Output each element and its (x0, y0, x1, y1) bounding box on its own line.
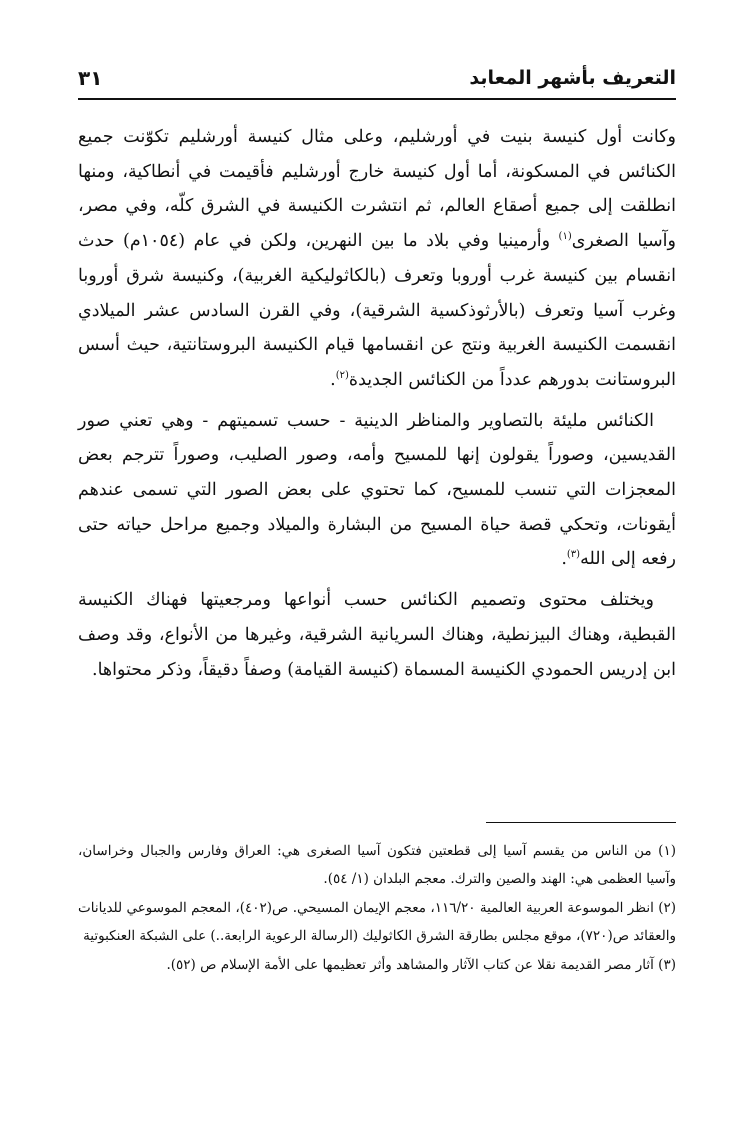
page-header (78, 58, 676, 100)
paragraph-text: وأرمينيا وفي بلاد ما بين النهرين، ولكن في عام (١٠٥٤م) حدث انقسام بين كنيسة غرب أوروبا وتعرف (بالكاثوليكية الغربية)، وكنيسة شرق أوروبا وغرب آسيا وتعرف (بالأرثوذكسية الشرقية)، وفي القرن السادس عشر الميلادي انقسمت الكنيسة الغربية ونتج عن انقسامها قيام الكنيسة البروستانتية، حيث أسس البروستانت بدورهم عدداً من الكنائس الجديدة (78, 231, 676, 390)
paragraph-text: . (330, 369, 336, 390)
paragraph-churches-history (78, 120, 676, 398)
footnotes (78, 838, 676, 980)
paragraph-church-design (78, 583, 676, 687)
paragraph-text: الكنائس مليئة بالتصاوير والمناظر الدينية - حسب تسميتهم - وهي تعني صور القديسين، وصوراً يقولون إنها للمسيح وأمه، وصور الصليب، وصوراً تترجم بعض المعجزات التي تنسب للمسيح، كما تحتوي على بعض الصور التي تسمى عندهم أيقونات، وتحكي قصة حياة المسيح من البشارة والميلاد وجميع مراحل حياته حتى رفعه إلى الله (78, 410, 676, 570)
paragraph-text: . (561, 549, 567, 570)
footnote-ref: (١) (558, 231, 572, 243)
paragraph-church-images (78, 404, 676, 578)
running-title: التعريف بأشهر المعابد (469, 67, 676, 89)
footnote-separator (486, 822, 676, 823)
main-text (78, 120, 676, 687)
footnote-2: (٢) انظر الموسوعة العربية العالمية ١١٦/٢٠، معجم الإيمان المسيحي. ص(٤٠٢)، المعجم الموسوعي للديانات والعقائد ص(٧٢٠)، موقع مجلس بطارقة الشرق الكاثوليك (الرسالة الرعوية الرابعة..) على الشبكة العنكبوتية (78, 900, 677, 944)
paragraph-text: وكانت أول كنيسة بنيت في أورشليم، وعلى مثال كنيسة أورشليم تكوّنت جميع الكنائس في المسكونة، أما أول كنيسة خارج أورشليم فأقيمت في أنطاكية، ومنها انطلقت إلى جميع أصقاع العالم، ثم انتشرت الكنيسة في الشرق كلّه، وفي مصر، وآسيا الصغرى (78, 127, 676, 252)
paragraph-text: ويختلف محتوى وتصميم الكنائس حسب أنواعها ومرجعيتها فهناك الكنيسة القبطية، وهناك البيزنطية، وهناك السريانية الشرقية، وغيرها من الأنواع، وقد وصف ابن إدريس الحمودي الكنيسة المسماة (كنيسة القيامة) وصفاً دقيقاً، وذكر محتواها. (78, 590, 676, 680)
footnote-ref: (٣) (566, 549, 581, 561)
footnote-3: (٣) آثار مصر القديمة نقلا عن كتاب الآثار والمشاهد وأثر تعظيمها على الأمة الإسلام ص (٥٢). (166, 957, 676, 973)
footnote-1: (١) من الناس من يقسم آسيا إلى قطعتين فتكون آسيا الصغرى هي: العراق وفارس والجبال وخراسان، وآسيا العظمى هي: الهند والصين والترك. معجم البلدان (١/ ٥٤). (78, 843, 676, 887)
page-number: ٣١ (78, 66, 103, 90)
footnote-ref: (٢) (335, 370, 349, 382)
